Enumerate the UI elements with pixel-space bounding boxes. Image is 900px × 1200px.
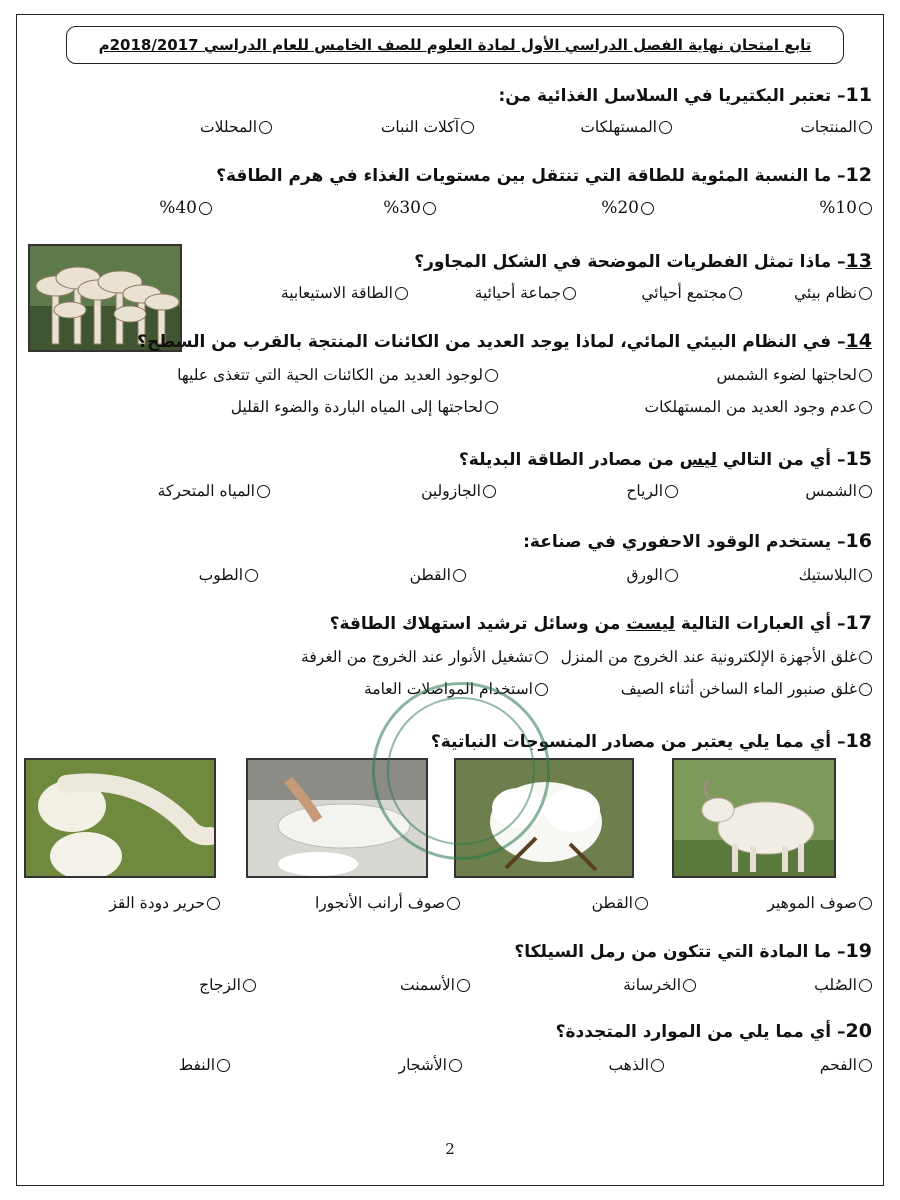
radio-circle-icon[interactable] — [859, 202, 872, 215]
question-20: 20– أي مما يلي من الموارد المتجددة؟ — [555, 1020, 872, 1042]
exam-header — [66, 26, 844, 64]
radio-circle-icon[interactable] — [651, 1059, 664, 1072]
option-18-a[interactable]: صوف الموهير — [767, 894, 872, 912]
question-19: 19– ما المادة التي تتكون من رمل السيلكا؟ — [514, 940, 872, 962]
option-12-d[interactable]: %40 — [159, 198, 212, 218]
radio-circle-icon[interactable] — [535, 651, 548, 664]
question-11: 11– تعتبر البكتيريا في السلاسل الغذائية من: — [498, 84, 872, 106]
question-15: 15– أي من التالي ليس من مصادر الطاقة البديلة؟ — [458, 448, 872, 470]
radio-circle-icon[interactable] — [485, 369, 498, 382]
option-14-b[interactable]: لوجود العديد من الكائنات الحية التي تتغذى عليها — [177, 366, 498, 384]
option-18-c[interactable]: صوف أرانب الأنجورا — [315, 894, 460, 912]
angora-rabbit-photo — [246, 758, 428, 878]
radio-circle-icon[interactable] — [859, 287, 872, 300]
radio-circle-icon[interactable] — [859, 485, 872, 498]
option-11-b[interactable]: المستهلكات — [580, 118, 672, 136]
option-16-d[interactable]: الطوب — [199, 566, 258, 584]
option-14-a[interactable]: لحاجتها لضوء الشمس — [717, 366, 872, 384]
radio-circle-icon[interactable] — [635, 897, 648, 910]
radio-circle-icon[interactable] — [395, 287, 408, 300]
radio-circle-icon[interactable] — [859, 401, 872, 414]
radio-circle-icon[interactable] — [859, 369, 872, 382]
cotton-photo — [454, 758, 634, 878]
radio-circle-icon[interactable] — [457, 979, 470, 992]
radio-circle-icon[interactable] — [859, 1059, 872, 1072]
option-17-c[interactable]: غلق صنبور الماء الساخن أثناء الصيف — [621, 680, 872, 698]
option-12-a[interactable]: %10 — [819, 198, 872, 218]
radio-circle-icon[interactable] — [243, 979, 256, 992]
option-19-a[interactable]: الصُلب — [814, 976, 872, 994]
radio-circle-icon[interactable] — [659, 121, 672, 134]
question-18: 18– أي مما يلي يعتبر من مصادر المنسوجات النباتية؟ — [430, 730, 872, 752]
option-11-a[interactable]: المنتجات — [800, 118, 872, 136]
radio-circle-icon[interactable] — [257, 485, 270, 498]
option-13-a[interactable]: نظام بيئي — [794, 284, 872, 302]
radio-circle-icon[interactable] — [859, 121, 872, 134]
option-15-c[interactable]: الجازولين — [421, 482, 496, 500]
radio-circle-icon[interactable] — [199, 202, 212, 215]
option-20-a[interactable]: الفحم — [820, 1056, 872, 1074]
option-12-b[interactable]: %20 — [601, 198, 654, 218]
option-13-b[interactable]: مجتمع أحيائي — [641, 284, 742, 302]
option-12-c[interactable]: %30 — [383, 198, 436, 218]
option-16-c[interactable]: القطن — [410, 566, 466, 584]
option-13-c[interactable]: جماعة أحيائية — [475, 284, 576, 302]
option-15-b[interactable]: الرياح — [626, 482, 678, 500]
page-frame — [16, 14, 884, 1186]
option-14-d[interactable]: لحاجتها إلى المياه الباردة والضوء القليل — [231, 398, 498, 416]
radio-circle-icon[interactable] — [859, 683, 872, 696]
radio-circle-icon[interactable] — [683, 979, 696, 992]
option-17-a[interactable]: غلق الأجهزة الإلكترونية عند الخروج من المنزل — [561, 648, 872, 666]
radio-circle-icon[interactable] — [453, 569, 466, 582]
option-15-d[interactable]: المياه المتحركة — [158, 482, 270, 500]
radio-circle-icon[interactable] — [859, 979, 872, 992]
radio-circle-icon[interactable] — [483, 485, 496, 498]
option-19-d[interactable]: الزجاج — [199, 976, 256, 994]
radio-circle-icon[interactable] — [449, 1059, 462, 1072]
radio-circle-icon[interactable] — [859, 569, 872, 582]
question-14: 14– في النظام البيئي المائي، لماذا يوجد العديد من الكائنات المنتجة بالقرب من السطح؟ — [137, 330, 872, 352]
option-11-d[interactable]: المحللات — [200, 118, 272, 136]
option-14-c[interactable]: عدم وجود العديد من المستهلكات — [644, 398, 872, 416]
option-20-c[interactable]: الأشجار — [399, 1056, 462, 1074]
option-16-b[interactable]: الورق — [626, 566, 678, 584]
radio-circle-icon[interactable] — [665, 569, 678, 582]
radio-circle-icon[interactable] — [217, 1059, 230, 1072]
question-13: 13– ماذا تمثل الفطريات الموضحة في الشكل المجاور؟ — [414, 250, 872, 272]
question-17: 17– أي العبارات التالية ليست من وسائل ترشيد استهلاك الطاقة؟ — [329, 612, 872, 634]
silkworm-photo — [24, 758, 216, 878]
radio-circle-icon[interactable] — [535, 683, 548, 696]
option-20-b[interactable]: الذهب — [608, 1056, 664, 1074]
radio-circle-icon[interactable] — [259, 121, 272, 134]
option-20-d[interactable]: النفط — [179, 1056, 230, 1074]
question-12: 12– ما النسبة المئوية للطاقة التي تنتقل بين مستويات الغذاء في هرم الطاقة؟ — [216, 164, 872, 186]
question-16: 16– يستخدم الوقود الاحفوري في صناعة: — [523, 530, 872, 552]
option-16-a[interactable]: البلاستيك — [799, 566, 872, 584]
option-19-c[interactable]: الأسمنت — [400, 976, 470, 994]
radio-circle-icon[interactable] — [859, 651, 872, 664]
radio-circle-icon[interactable] — [665, 485, 678, 498]
radio-circle-icon[interactable] — [447, 897, 460, 910]
option-13-d[interactable]: الطاقة الاستيعابية — [281, 284, 408, 302]
option-15-a[interactable]: الشمس — [805, 482, 872, 500]
exam-title: تابع امتحان نهاية الفصل الدراسي الأول لمادة العلوم للصف الخامس للعام الدراسي 2018/2017م — [98, 36, 812, 54]
radio-circle-icon[interactable] — [461, 121, 474, 134]
option-19-b[interactable]: الخرسانة — [623, 976, 696, 994]
radio-circle-icon[interactable] — [859, 897, 872, 910]
radio-circle-icon[interactable] — [641, 202, 654, 215]
option-17-b[interactable]: تشغيل الأنوار عند الخروج من الغرفة — [301, 648, 548, 666]
option-18-d[interactable]: حرير دودة القز — [109, 894, 220, 912]
option-18-b[interactable]: القطن — [592, 894, 648, 912]
radio-circle-icon[interactable] — [563, 287, 576, 300]
page-number: 2 — [445, 1140, 455, 1158]
mohair-goat-photo — [672, 758, 836, 878]
option-17-d[interactable]: استخدام المواصلات العامة — [364, 680, 548, 698]
radio-circle-icon[interactable] — [207, 897, 220, 910]
radio-circle-icon[interactable] — [423, 202, 436, 215]
option-11-c[interactable]: آكلات النبات — [381, 118, 474, 136]
radio-circle-icon[interactable] — [729, 287, 742, 300]
radio-circle-icon[interactable] — [485, 401, 498, 414]
radio-circle-icon[interactable] — [245, 569, 258, 582]
